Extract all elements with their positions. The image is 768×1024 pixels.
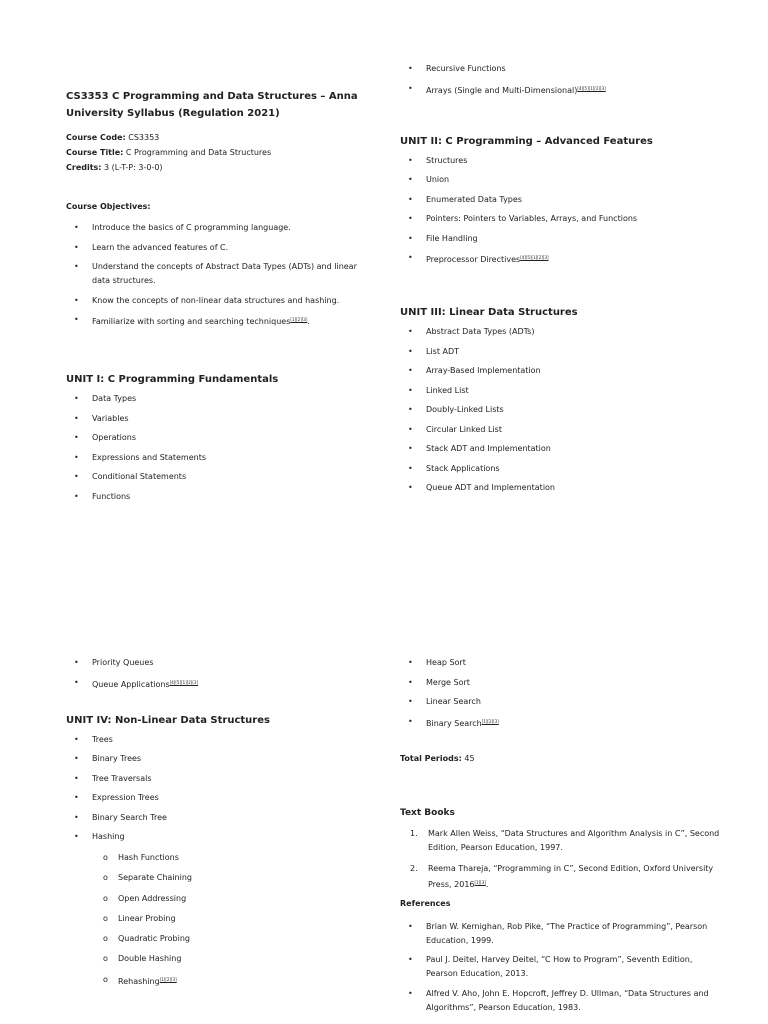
total-periods-label: Total Periods:	[400, 753, 462, 763]
list-item: • Linear Search	[400, 695, 720, 709]
course-code-line	[66, 130, 366, 145]
unit-1-list	[66, 392, 366, 504]
course-title-label: Course Title:	[66, 148, 124, 157]
list-item: • Understand the concepts of Abstract Data Types (ADTs) and linear data structures.	[66, 260, 366, 288]
list-item	[66, 676, 366, 692]
list-item: • Know the concepts of non-linear data structures and hashing.	[66, 294, 366, 308]
course-code-value: CS3353	[128, 133, 160, 142]
credits-value: 3 (L-T-P: 3-0-0)	[104, 163, 163, 172]
unit-3-list	[400, 325, 720, 495]
citation-link[interactable]: [1][2][3]	[290, 317, 308, 322]
list-item	[400, 715, 720, 731]
objectives-list	[66, 221, 366, 329]
list-item-text: Arrays (Single and Multi-Dimensional)	[426, 85, 578, 95]
course-objectives-heading: Course Objectives:	[66, 202, 151, 211]
sub-list-item	[92, 973, 366, 989]
citation-link[interactable]: [4][5][1][2][3]	[169, 679, 199, 685]
list-item: • Priority Queues	[66, 656, 366, 670]
list-item	[400, 82, 720, 98]
sub-list-item: o Hash Functions	[92, 851, 366, 865]
list-item: • Operations	[66, 431, 366, 445]
total-periods-line	[400, 751, 720, 766]
list-item: • Recursive Functions	[400, 62, 720, 76]
citation-link[interactable]: [1][3]	[474, 879, 486, 885]
list-item-text: Reema Thareja, “Programming in C”, Second Edition, Oxford University Press, 2016	[428, 863, 714, 889]
credits-line	[66, 160, 366, 175]
unit-3-heading: UNIT III: Linear Data Structures	[400, 307, 578, 318]
citation-link[interactable]: [4][5][1][2][3]	[577, 85, 606, 91]
list-item: • File Handling	[400, 232, 720, 246]
list-item: • Binary Search Tree	[66, 811, 366, 825]
list-item: • List ADT	[400, 345, 720, 359]
list-item	[400, 862, 720, 892]
list-item: • Variables	[66, 412, 366, 426]
list-item: • Expression Trees	[66, 791, 366, 805]
citation-link[interactable]: [4][5][1][2][3]	[520, 255, 549, 260]
course-title-line	[66, 145, 366, 160]
document-title: CS3353 C Programming and Data Structures – Anna University Syllabus (Regulation 2021)	[66, 91, 358, 119]
credits-label: Credits:	[66, 163, 102, 172]
unit-2-list	[400, 154, 720, 268]
list-item: • Learn the advanced features of C.	[66, 241, 366, 255]
list-item: • Expressions and Statements	[66, 451, 366, 465]
sorting-searching-list	[400, 656, 720, 731]
list-item-text: Queue Applications	[92, 679, 170, 689]
list-item: • Brian W. Kernighan, Rob Pike, “The Practice of Programming”, Pearson Education, 1999.	[400, 920, 720, 948]
list-item: 1. Mark Allen Weiss, “Data Structures and Algorithm Analysis in C”, Second Edition, Pearson Education, 1997.	[400, 827, 720, 855]
list-item-suffix: .	[485, 879, 489, 889]
list-item: • Trees	[66, 733, 366, 747]
list-item: • Circular Linked List	[400, 423, 720, 437]
unit-3-continued-list	[66, 656, 366, 692]
list-item: • Pointers: Pointers to Variables, Arrays, and Functions	[400, 212, 720, 226]
text-books-list	[400, 827, 720, 892]
sub-list-item: o Linear Probing	[92, 912, 366, 926]
unit-1-heading: UNIT I: C Programming Fundamentals	[66, 374, 279, 385]
list-item: • Paul J. Deitel, Harvey Deitel, “C How to Program”, Seventh Edition, Pearson Education, 2013.	[400, 953, 720, 981]
total-periods-value: 45	[464, 753, 475, 763]
list-item: • Stack Applications	[400, 462, 720, 476]
list-item: • Alfred V. Aho, John E. Hopcroft, Jeffrey D. Ullman, “Data Structures and Algorithms”, Pearson Education, 1983.	[400, 987, 720, 1015]
list-item: • Binary Trees	[66, 752, 366, 766]
left-column-top	[66, 88, 366, 509]
list-item	[400, 251, 720, 267]
course-title-value: C Programming and Data Structures	[125, 148, 272, 157]
list-item: • Doubly-Linked Lists	[400, 403, 720, 417]
hashing-sublist	[92, 851, 366, 989]
list-item: • Introduce the basics of C programming language.	[66, 221, 366, 235]
list-item-text: Familiarize with sorting and searching techniques	[92, 317, 291, 326]
list-item: • Data Types	[66, 392, 366, 406]
sub-list-item: o Open Addressing	[92, 892, 366, 906]
list-item	[66, 313, 366, 329]
list-item: • Merge Sort	[400, 676, 720, 690]
list-item-text: Rehashing	[118, 976, 160, 986]
sub-list-item: o Quadratic Probing	[92, 932, 366, 946]
list-item: • Enumerated Data Types	[400, 193, 720, 207]
references-heading: References	[400, 898, 451, 908]
unit-1-continued-list	[400, 62, 720, 98]
references-list	[400, 920, 720, 1015]
list-item-text: Preprocessor Directives	[426, 255, 521, 264]
list-item: • Stack ADT and Implementation	[400, 442, 720, 456]
text-books-heading: Text Books	[400, 807, 455, 818]
list-item: • Conditional Statements	[66, 470, 366, 484]
list-item: • Linked List	[400, 384, 720, 398]
unit-2-heading: UNIT II: C Programming – Advanced Features	[400, 135, 653, 147]
list-item	[66, 830, 366, 989]
citation-link[interactable]: [1][2][3]	[159, 976, 177, 982]
list-item: • Array-Based Implementation	[400, 364, 720, 378]
left-column-bottom	[66, 656, 366, 995]
list-item: • Functions	[66, 490, 366, 504]
list-item: • Heap Sort	[400, 656, 720, 670]
course-code-label: Course Code:	[66, 133, 126, 142]
list-item: • Union	[400, 173, 720, 187]
unit-4-heading: UNIT IV: Non-Linear Data Structures	[66, 714, 270, 726]
list-item: • Structures	[400, 154, 720, 168]
unit-4-list	[66, 733, 366, 989]
list-item: • Tree Traversals	[66, 772, 366, 786]
right-column-bottom	[400, 656, 720, 1020]
list-item-suffix: .	[307, 317, 310, 326]
list-item-text: Hashing	[92, 832, 125, 841]
right-column-top	[400, 62, 720, 501]
list-item-text: Binary Search	[426, 718, 482, 728]
citation-link[interactable]: [1][2][3]	[481, 718, 499, 724]
sub-list-item: o Separate Chaining	[92, 871, 366, 885]
sub-list-item: o Double Hashing	[92, 952, 366, 966]
list-item: • Abstract Data Types (ADTs)	[400, 325, 720, 339]
list-item: • Queue ADT and Implementation	[400, 481, 720, 495]
